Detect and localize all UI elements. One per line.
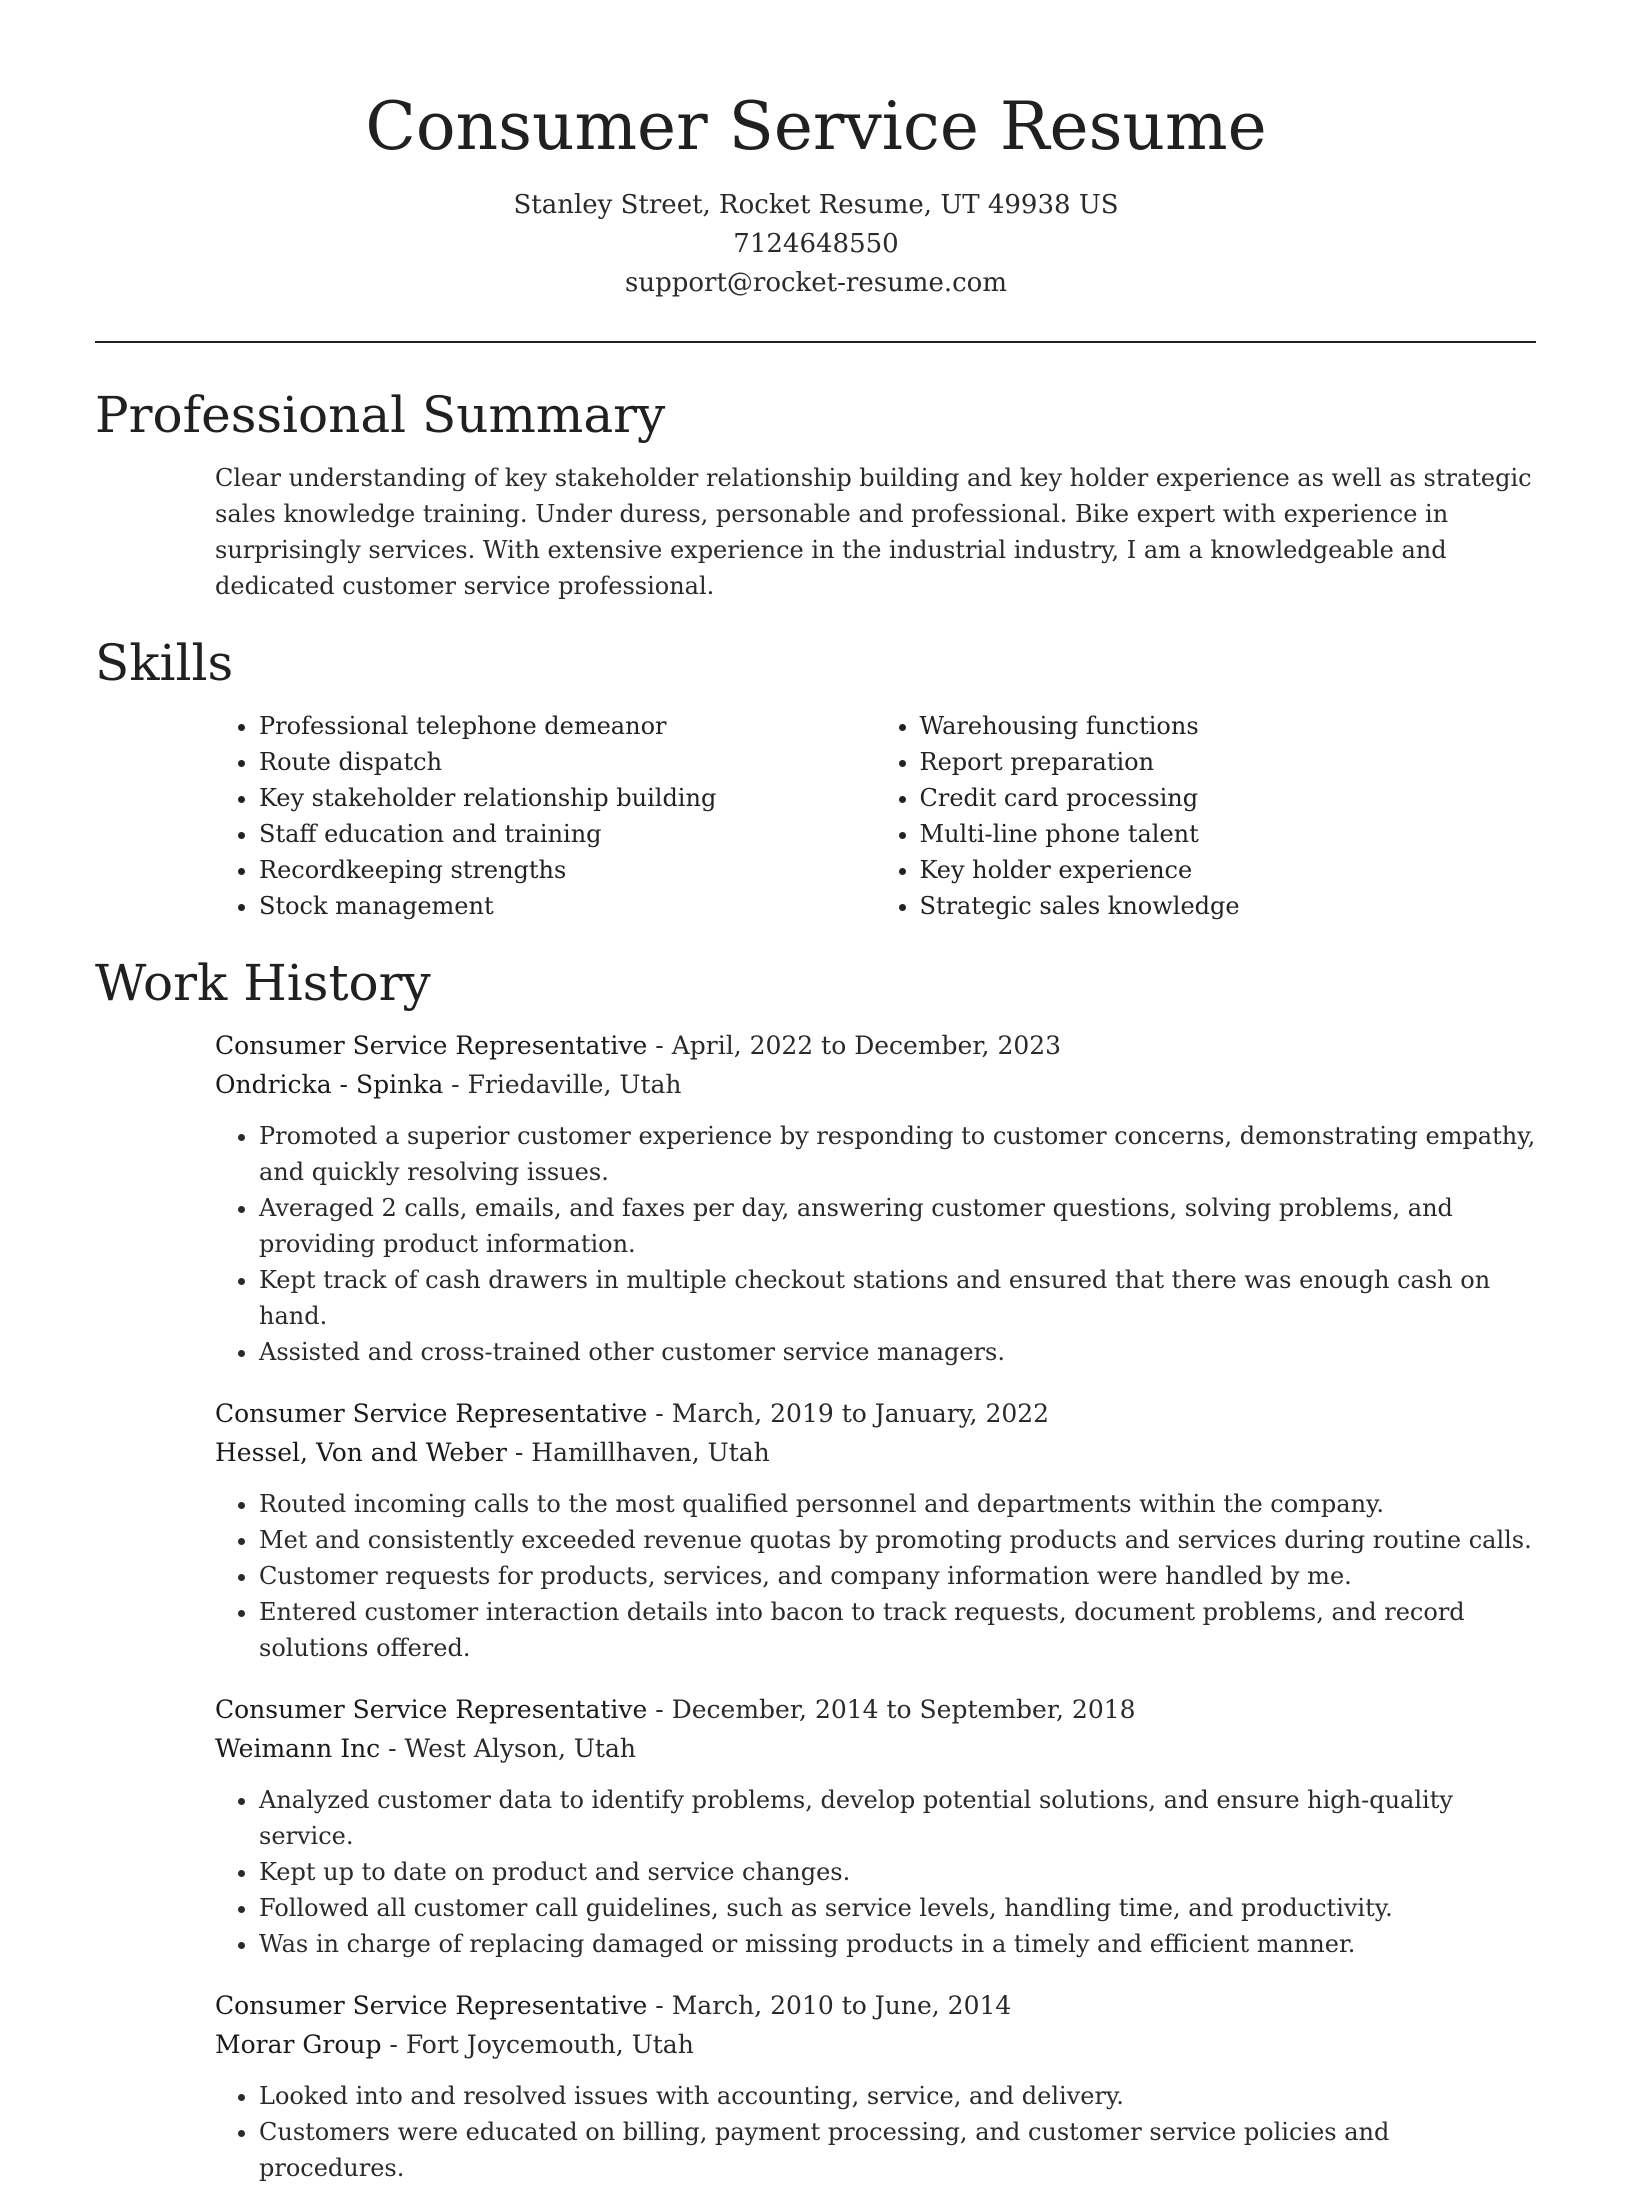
- skill-item: • Route dispatch: [259, 744, 876, 780]
- job-bullets: [215, 1782, 1536, 1962]
- contact-phone: 7124648550: [733, 229, 899, 259]
- skills-heading: Skills: [95, 634, 234, 692]
- job-title-line: [215, 1986, 1536, 2025]
- job-title: Consumer Service Representative: [215, 1991, 648, 2020]
- job-location: - Fort Joycemouth, Utah: [381, 2030, 694, 2059]
- job-dates: - April, 2022 to December, 2023: [647, 1031, 1062, 1060]
- job-bullet: • Routed incoming calls to the most qualified personnel and departments within the company.: [259, 1486, 1536, 1522]
- job-bullets: [215, 2078, 1536, 2186]
- job-title: Consumer Service Representative: [215, 1399, 648, 1428]
- job-company-line: [215, 1065, 1536, 1104]
- skill-item: • Staff education and training: [259, 816, 876, 852]
- job-bullets: [215, 1486, 1536, 1666]
- job-company-line: [215, 1729, 1536, 1768]
- job-title-line: [215, 1394, 1536, 1433]
- contact-address: Stanley Street, Rocket Resume, UT 49938 US: [513, 190, 1119, 220]
- summary-text: Clear understanding of key stakeholder relationship building and key holder experience as well as strategic sales knowledge training. Under duress, personable and professional. Bike expert with experience in surprisingly services. With extensive experience in the industrial industry, I am a knowledgeable and dedicated customer service professional.: [215, 464, 1532, 600]
- skill-item: • Professional telephone demeanor: [259, 708, 876, 744]
- contact-block: [0, 186, 1632, 303]
- contact-email: support@rocket-resume.com: [624, 268, 1007, 298]
- job-company-line: [215, 1433, 1536, 1472]
- job-entry: [215, 1690, 1536, 1962]
- skill-item: • Warehousing functions: [920, 708, 1537, 744]
- job-title: Consumer Service Representative: [215, 1031, 648, 1060]
- skills-grid: [215, 708, 1536, 924]
- job-dates: - March, 2010 to June, 2014: [647, 1991, 1012, 2020]
- job-title-line: [215, 1026, 1536, 1065]
- job-company: Weimann Inc: [215, 1734, 381, 1763]
- resume-header: [0, 82, 1632, 303]
- skill-item: • Key holder experience: [920, 852, 1537, 888]
- resume-body: [95, 372, 1536, 2210]
- job-bullet: • Customer requests for products, services, and company information were handled by me.: [259, 1558, 1536, 1594]
- header-divider: [95, 341, 1536, 343]
- job-title: Consumer Service Representative: [215, 1695, 648, 1724]
- job-location: - West Alyson, Utah: [380, 1734, 636, 1763]
- job-dates: - March, 2019 to January, 2022: [647, 1399, 1050, 1428]
- job-location: - Hamillhaven, Utah: [506, 1438, 770, 1467]
- skills-list-right: [876, 708, 1537, 924]
- job-bullet: • Analyzed customer data to identify problems, develop potential solutions, and ensure high-quality service.: [259, 1782, 1536, 1854]
- job-bullet: • Entered customer interaction details into bacon to track requests, document problems, and record solutions offered.: [259, 1594, 1536, 1666]
- job-bullet: • Kept track of cash drawers in multiple checkout stations and ensured that there was enough cash on hand.: [259, 1262, 1536, 1334]
- skill-item: • Key stakeholder relationship building: [259, 780, 876, 816]
- job-bullet: • Assisted and cross-trained other customer service managers.: [259, 1334, 1536, 1370]
- job-entry: [215, 1394, 1536, 1666]
- job-bullet: • Met and consistently exceeded revenue quotas by promoting products and services during routine calls.: [259, 1522, 1536, 1558]
- job-bullet: • Looked into and resolved issues with accounting, service, and delivery.: [259, 2078, 1536, 2114]
- work-history-heading: Work History: [95, 954, 431, 1012]
- job-bullet: • Followed all customer call guidelines, such as service levels, handling time, and productivity.: [259, 1890, 1536, 1926]
- job-bullet: • Promoted a superior customer experience by responding to customer concerns, demonstrating empathy, and quickly resolving issues.: [259, 1118, 1536, 1190]
- skill-item: • Credit card processing: [920, 780, 1537, 816]
- resume-title: Consumer Service Resume: [365, 88, 1267, 165]
- job-bullet: • Was in charge of replacing damaged or missing products in a timely and efficient manner.: [259, 1926, 1536, 1962]
- job-dates: - December, 2014 to September, 2018: [647, 1695, 1136, 1724]
- job-bullet: • Averaged 2 calls, emails, and faxes per day, answering customer questions, solving problems, and providing product information.: [259, 1190, 1536, 1262]
- skill-item: • Stock management: [259, 888, 876, 924]
- job-entry: [215, 1026, 1536, 1370]
- job-company: Hessel, Von and Weber: [215, 1438, 507, 1467]
- summary-heading: Professional Summary: [95, 386, 666, 444]
- job-company: Morar Group: [215, 2030, 382, 2059]
- skill-item: • Report preparation: [920, 744, 1537, 780]
- skill-item: • Multi-line phone talent: [920, 816, 1537, 852]
- job-bullet: • Customers were educated on billing, payment processing, and customer service policies and procedures.: [259, 2114, 1536, 2186]
- job-company: Ondricka - Spinka: [215, 1070, 444, 1099]
- job-company-line: [215, 2025, 1536, 2064]
- job-entry: [215, 1986, 1536, 2186]
- job-bullets: [215, 1118, 1536, 1370]
- skill-item: • Strategic sales knowledge: [920, 888, 1537, 924]
- job-location: - Friedaville, Utah: [443, 1070, 682, 1099]
- skill-item: • Recordkeeping strengths: [259, 852, 876, 888]
- job-bullet: • Kept up to date on product and service changes.: [259, 1854, 1536, 1890]
- skills-list-left: [215, 708, 876, 924]
- job-title-line: [215, 1690, 1536, 1729]
